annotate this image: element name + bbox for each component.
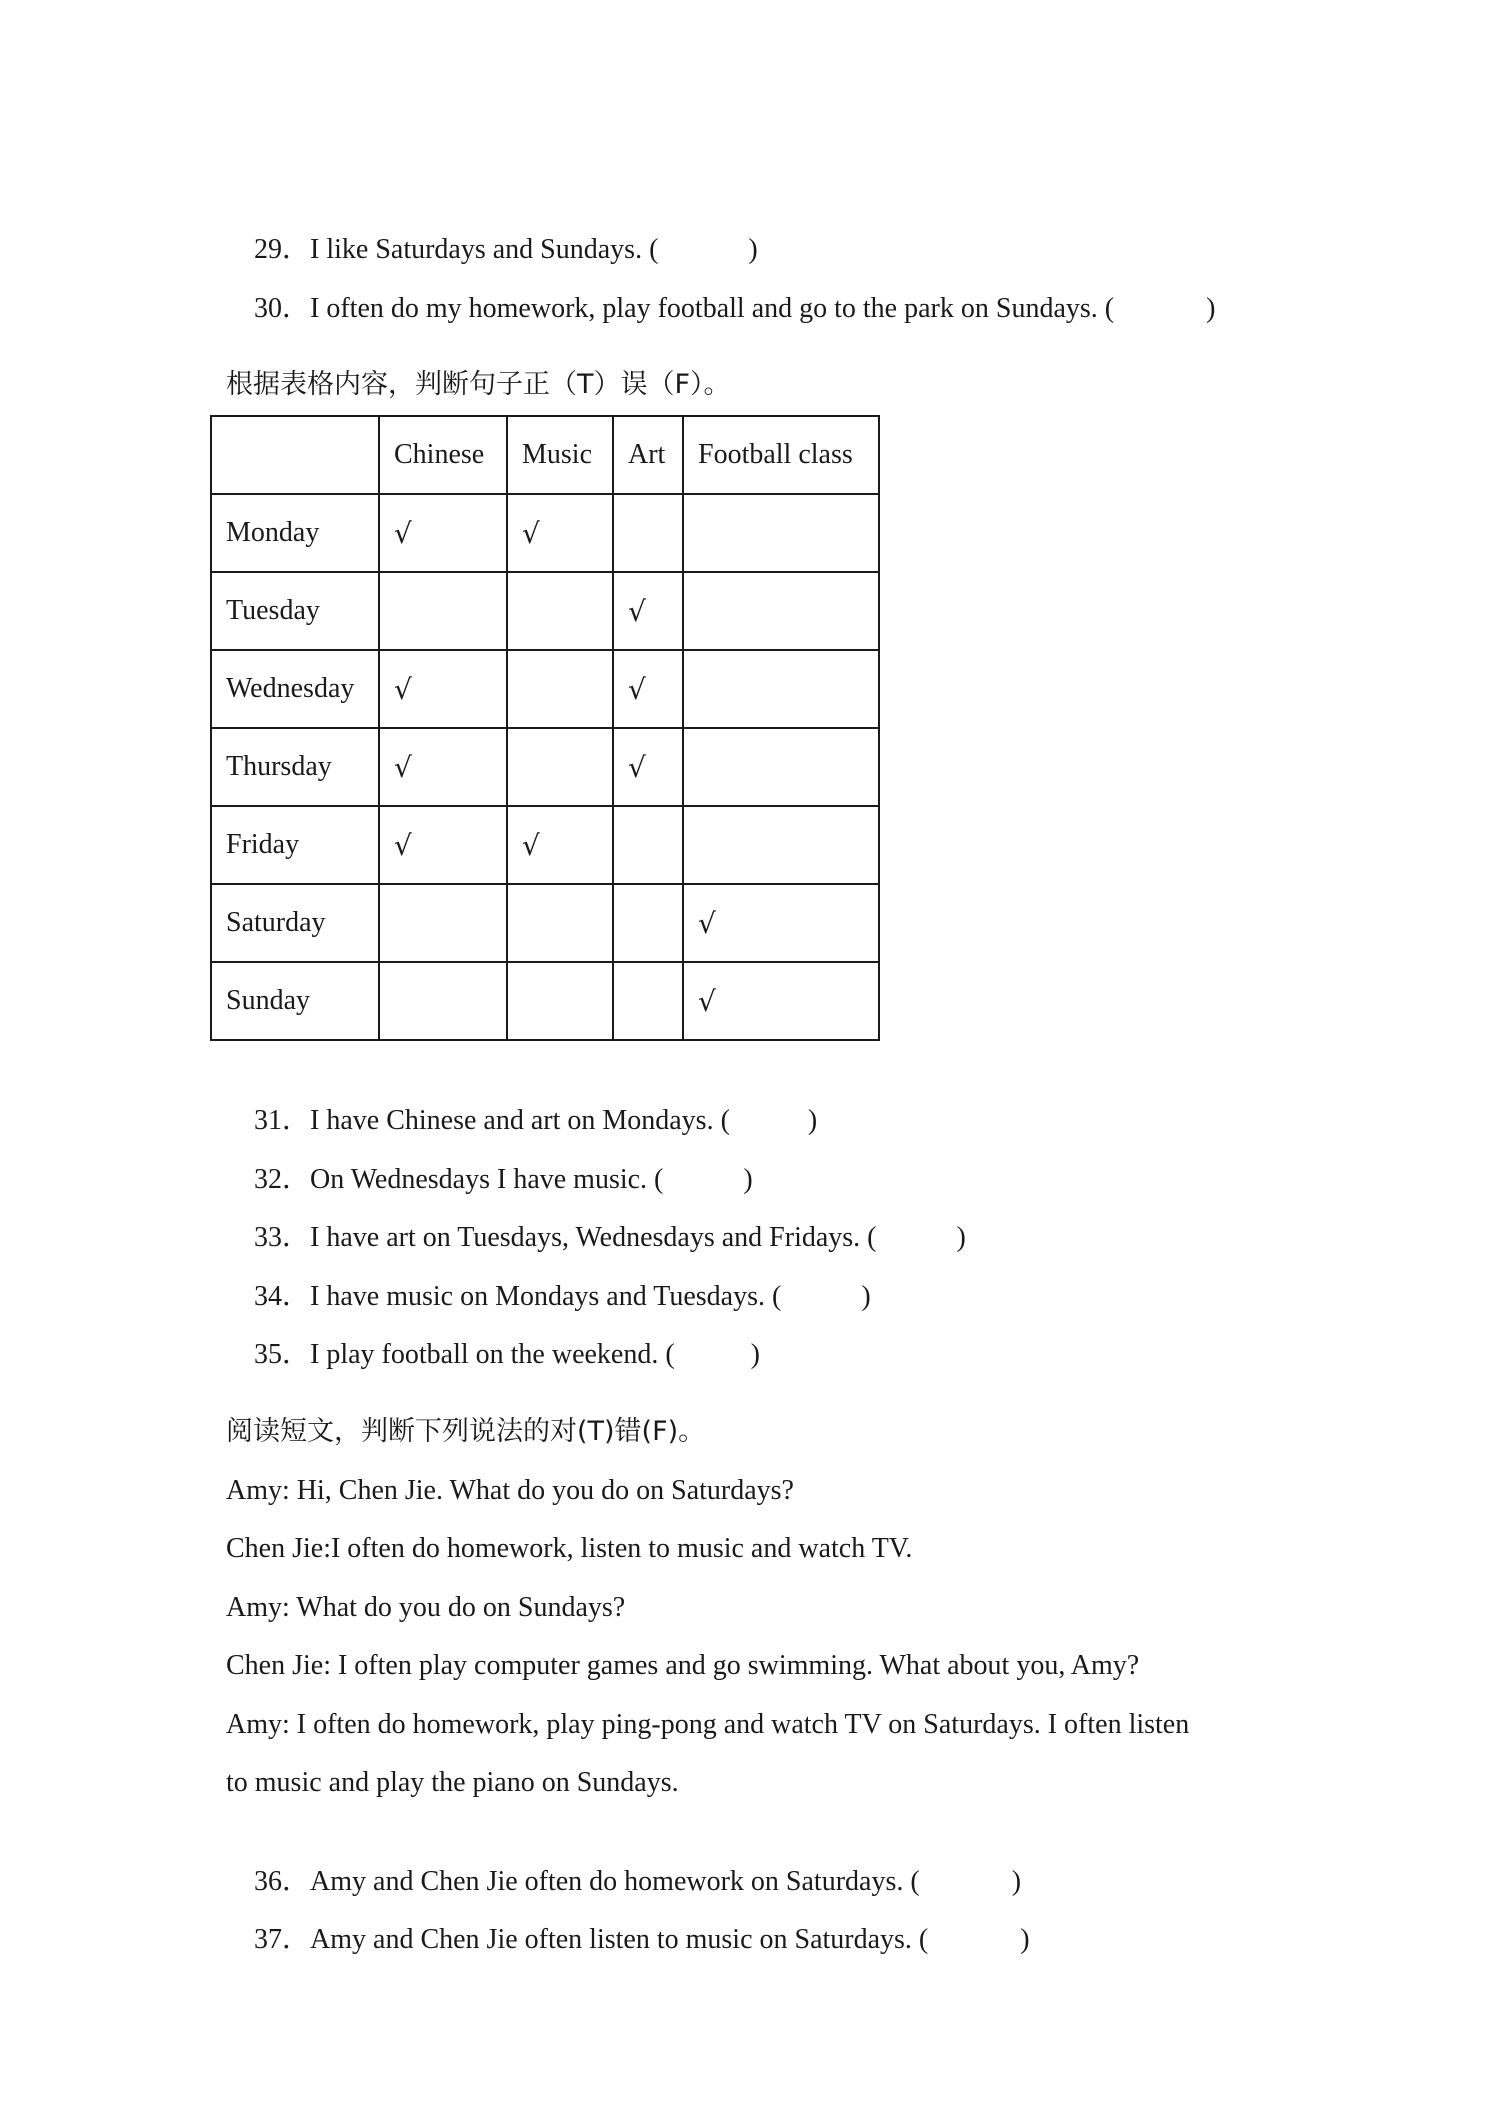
check-cell: √: [379, 650, 507, 728]
table-row-saturday: [211, 884, 879, 962]
day-cell: Sunday: [211, 962, 379, 1040]
question-number: 34．: [254, 1281, 311, 1312]
dialogue-line: to music and play the piano on Sundays.: [226, 1767, 679, 1798]
question-34: [226, 1237, 871, 1312]
dialogue-line: Chen Jie:I often do homework, listen to music and watch TV.: [226, 1533, 913, 1564]
check-cell: [379, 962, 507, 1040]
check-cell: [683, 728, 879, 806]
check-cell: [507, 962, 613, 1040]
question-36: [226, 1822, 1022, 1897]
day-cell: Monday: [211, 494, 379, 572]
question-text: Amy and Chen Jie often do homework on Saturdays. (: [310, 1866, 920, 1897]
close-paren: ): [1020, 1924, 1030, 1955]
close-paren: ): [807, 1105, 818, 1136]
header-music: Music: [507, 416, 613, 494]
question-30: [226, 249, 1216, 324]
reading-instruction: 阅读短文，判断下列说法的对(T)错(F)。: [226, 1416, 706, 1447]
check-cell: [507, 572, 613, 650]
table-row-wednesday: [211, 650, 879, 728]
check-cell: [379, 572, 507, 650]
check-cell: [613, 962, 683, 1040]
check-cell: √: [683, 962, 879, 1040]
close-paren: ): [1206, 293, 1216, 324]
check-cell: [613, 494, 683, 572]
question-text: I have art on Tuesdays, Wednesdays and Fridays. (: [310, 1222, 877, 1253]
day-cell: Wednesday: [211, 650, 379, 728]
check-cell: [683, 494, 879, 572]
dialogue-line: Amy: I often do homework, play ping-pong and watch TV on Saturdays. I often listen: [226, 1709, 1190, 1740]
dialogue-line: Chen Jie: I often play computer games and go swimming. What about you, Amy?: [226, 1650, 1140, 1681]
check-cell: [683, 572, 879, 650]
question-29: [226, 190, 758, 265]
check-cell: [379, 884, 507, 962]
check-cell: √: [613, 572, 683, 650]
day-cell: Thursday: [211, 728, 379, 806]
check-cell: [507, 728, 613, 806]
header-football-class: Football class: [683, 416, 879, 494]
question-text: I play football on the weekend. (: [310, 1339, 675, 1370]
header-art: Art: [613, 416, 683, 494]
question-number: 30．: [254, 293, 311, 324]
question-text: I like Saturdays and Sundays. (: [310, 234, 659, 265]
question-number: 32．: [254, 1164, 311, 1195]
question-31: [226, 1061, 818, 1136]
close-paren: ): [956, 1222, 966, 1253]
header-cell-empty: [211, 416, 379, 494]
day-cell: Friday: [211, 806, 379, 884]
close-paren: ): [861, 1281, 871, 1312]
check-cell: √: [379, 494, 507, 572]
close-paren: ): [750, 1339, 760, 1370]
check-cell: √: [379, 806, 507, 884]
question-number: 31．: [254, 1105, 311, 1136]
question-text: I often do my homework, play football and go to the park on Sundays. (: [310, 293, 1115, 324]
table-row-sunday: [211, 962, 879, 1040]
question-number: 35．: [254, 1339, 311, 1370]
table-header-row: [211, 416, 879, 494]
check-cell: √: [613, 728, 683, 806]
question-text: On Wednesdays I have music. (: [310, 1164, 664, 1195]
check-cell: [613, 806, 683, 884]
check-cell: [683, 650, 879, 728]
close-paren: ): [748, 234, 758, 265]
check-cell: √: [507, 806, 613, 884]
table-row-thursday: [211, 728, 879, 806]
check-cell: √: [507, 494, 613, 572]
question-32: [226, 1120, 753, 1195]
close-paren: ): [1011, 1866, 1022, 1897]
question-text: I have music on Mondays and Tuesdays. (: [310, 1281, 782, 1312]
question-number: 29．: [254, 234, 311, 265]
table-row-monday: [211, 494, 879, 572]
day-cell: Saturday: [211, 884, 379, 962]
question-text: Amy and Chen Jie often listen to music on Saturdays. (: [310, 1924, 929, 1955]
table-instruction: 根据表格内容，判断句子正（T）误（F）。: [226, 369, 731, 400]
question-37: [226, 1880, 1030, 1955]
question-number: 33．: [254, 1222, 311, 1253]
question-number: 37．: [254, 1924, 311, 1955]
close-paren: ): [743, 1164, 753, 1195]
header-chinese: Chinese: [379, 416, 507, 494]
question-33: [226, 1178, 966, 1253]
check-cell: √: [683, 884, 879, 962]
dialogue-line: Amy: Hi, Chen Jie. What do you do on Saturdays?: [226, 1475, 794, 1506]
question-35: [226, 1295, 760, 1370]
check-cell: [683, 806, 879, 884]
table-row-friday: [211, 806, 879, 884]
check-cell: √: [379, 728, 507, 806]
question-text: I have Chinese and art on Mondays. (: [310, 1105, 730, 1136]
schedule-table: [210, 415, 880, 1041]
check-cell: [613, 884, 683, 962]
question-number: 36．: [254, 1866, 311, 1897]
check-cell: [507, 650, 613, 728]
dialogue-line: Amy: What do you do on Sundays?: [226, 1592, 626, 1623]
day-cell: Tuesday: [211, 572, 379, 650]
table-row-tuesday: [211, 572, 879, 650]
check-cell: √: [613, 650, 683, 728]
check-cell: [507, 884, 613, 962]
